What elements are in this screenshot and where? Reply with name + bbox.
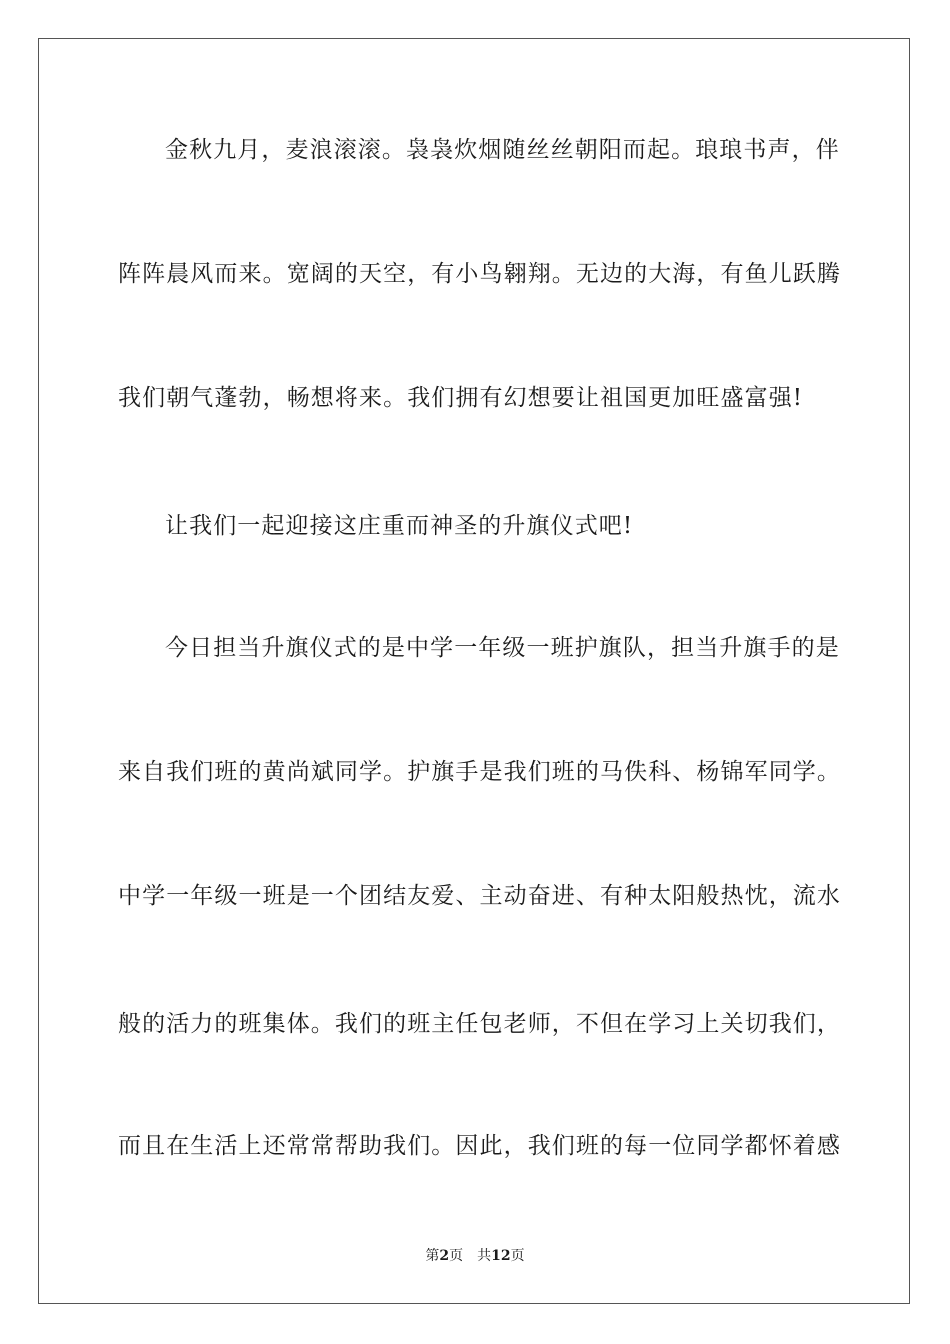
paragraph-line-9: 而且在生活上还常常帮助我们。因此，我们班的每一位同学都怀着感 — [118, 1133, 841, 1159]
paragraph-line-1: 金秋九月，麦浪滚滚。袅袅炊烟随丝丝朝阳而起。琅琅书声，伴 — [165, 137, 840, 163]
page-frame — [38, 38, 910, 1304]
total-prefix: 共 — [477, 1248, 492, 1264]
paragraph-line-3: 我们朝气蓬勃，畅想将来。我们拥有幻想要让祖国更加旺盛富强! — [118, 385, 804, 411]
page-suffix: 页 — [449, 1248, 464, 1264]
paragraph-line-7: 中学一年级一班是一个团结友爱、主动奋进、有种太阳般热忱，流水 — [118, 883, 841, 909]
paragraph-line-6: 来自我们班的黄尚斌同学。护旗手是我们班的马佚科、杨锦军同学。 — [118, 759, 841, 785]
total-suffix: 页 — [510, 1248, 525, 1264]
paragraph-line-2: 阵阵晨风而来。宽阔的天空，有小鸟翱翔。无边的大海，有鱼儿跃腾 — [118, 261, 841, 287]
total-pages: 12 — [491, 1248, 511, 1264]
paragraph-line-8: 般的活力的班集体。我们的班主任包老师，不但在学习上关切我们， — [118, 1011, 841, 1037]
paragraph-line-5: 今日担当升旗仪式的是中学一年级一班护旗队，担当升旗手的是 — [165, 635, 840, 661]
paragraph-line-4: 让我们一起迎接这庄重而神圣的升旗仪式吧! — [165, 513, 634, 539]
page-prefix: 第 — [425, 1248, 440, 1264]
page-number: 2 — [439, 1248, 450, 1264]
page-footer — [0, 1246, 950, 1266]
